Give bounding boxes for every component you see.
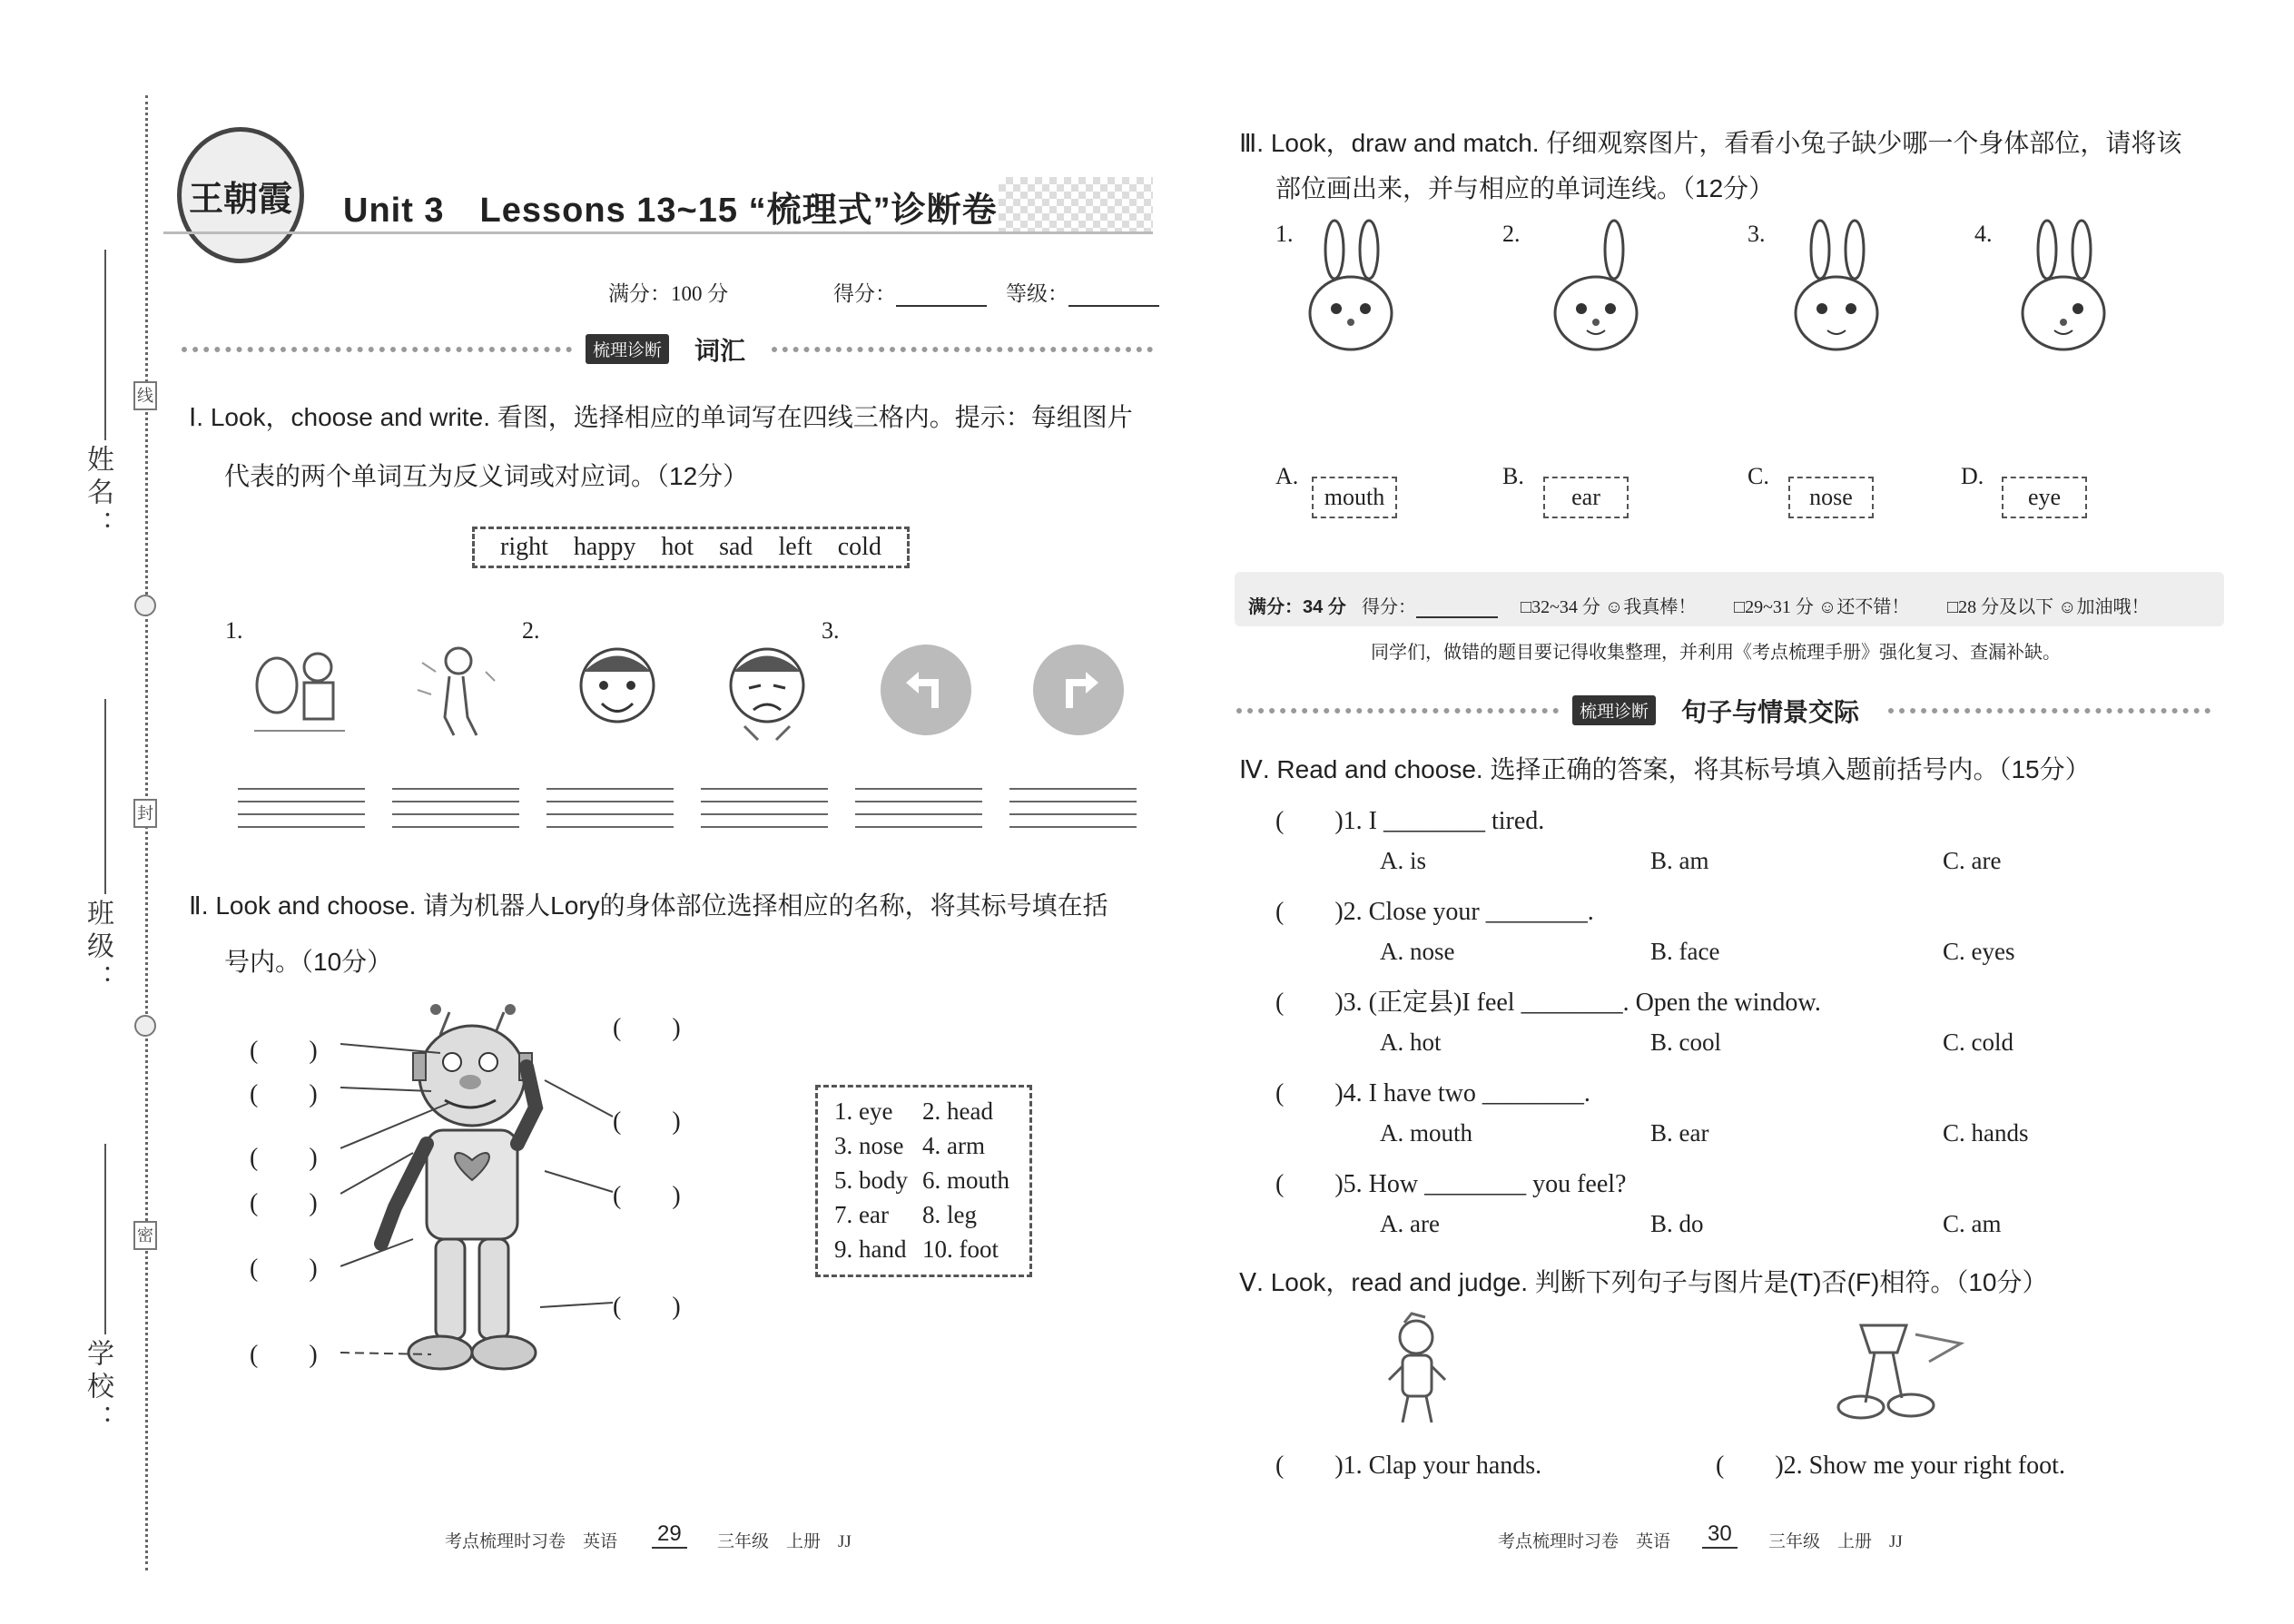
right-foot-picture [1825,1316,1979,1425]
q3-letter: D. [1961,463,1984,489]
q4-option: B. am [1650,847,1709,874]
brand-logo: 王朝霞 [177,127,304,263]
writing-lines[interactable] [238,788,365,839]
option: 4. arm [922,1132,985,1159]
footer-left-text: 考点梳理时习卷 英语 [445,1532,618,1551]
section-divider [1888,708,2210,714]
title-decoration [999,177,1153,231]
robot-pointer-lines [340,1026,631,1389]
full-score: 满分：100 分 [608,282,729,305]
q3-letter: C. [1748,463,1769,489]
section-divider [1236,708,1559,714]
q4-item-5[interactable]: ( )5. How ________ you feel? [1275,1170,1627,1198]
q3-letter: B. [1502,463,1524,489]
answer-paren[interactable]: ( ) [250,1255,318,1283]
section-divider [772,347,1153,352]
assessment-message: 还不错！ [1836,597,1910,617]
score-field[interactable] [833,277,987,307]
option: 8. leg [922,1201,977,1228]
score-label: 得分： [833,282,896,305]
q4-title: Ⅳ. Read and choose. 选择正确的答案，将其标号填入题前括号内。（15分） [1239,755,2091,783]
q1-group-number: 3. [822,617,840,644]
bind-box-mi: 密 [133,1221,157,1250]
q4-item-2[interactable]: ( )2. Close your ________. [1275,898,1594,926]
writing-lines[interactable] [855,788,982,839]
class-label: 班级： [83,899,113,997]
body-parts-options [815,1085,1032,1277]
q4-item-4[interactable]: ( )4. I have two ________. [1275,1079,1590,1107]
q4-option: C. am [1943,1210,2002,1237]
answer-paren[interactable]: ( ) [250,1037,318,1065]
word-cold: cold [837,533,881,561]
smile-icon: ☺ [1600,597,1624,617]
writing-lines[interactable] [701,788,828,839]
q5-item-2[interactable]: ( )2. Show me your right foot. [1716,1452,2065,1480]
school-label: 学校： [83,1339,113,1437]
option: 5. body [834,1166,908,1194]
q4-option: B. ear [1650,1119,1709,1147]
answer-paren[interactable]: ( ) [613,1182,681,1210]
grade-field[interactable] [1006,277,1159,307]
page-number: 29 [652,1521,687,1549]
q4-option: A. is [1380,847,1427,874]
name-label: 姓名： [83,445,113,543]
q3-number: 1. [1275,221,1294,247]
q3-letter: A. [1275,463,1299,489]
answer-paren[interactable]: ( ) [250,1080,318,1108]
q2-title: Ⅱ. Look and choose. 请为机器人Lory的身体部位选择相应的名称，将其标号填在括 [189,891,1108,920]
answer-paren[interactable]: ( ) [613,1107,681,1136]
option: 6. mouth [922,1166,1010,1194]
q2-title-line2: 号内。（10分） [224,948,393,976]
word-left: left [778,533,812,561]
name-write-line [104,250,106,440]
hot-boy-picture [245,635,354,744]
q1-word-bank [472,527,910,568]
q3-number: 2. [1502,221,1521,247]
assessment-option-1[interactable] [1521,592,1696,618]
bind-circle-icon [134,595,156,616]
assessment-range: □28 分及以下 [1947,597,2054,617]
q1-title-line2: 代表的两个单词互为反义词或对应词。（12分） [224,462,749,490]
sad-boy-picture [717,635,817,744]
word-tag-nose: nose [1788,477,1874,518]
word-tag-mouth: mouth [1312,477,1397,518]
footer-right-grade: 三年级 上册 JJ [1768,1532,1903,1551]
title-underline [163,231,1153,234]
answer-paren[interactable]: ( ) [250,1144,318,1172]
bind-box-xian: 线 [133,381,157,410]
q4-option: C. eyes [1943,938,2015,965]
assessment-range: □29~31 分 [1734,597,1814,617]
assessment-range: □32~34 分 [1521,597,1600,617]
q3-title-line2: 部位画出来，并与相应的单词连线。（12分） [1275,174,1775,202]
option: 10. foot [922,1235,999,1263]
q4-item-1[interactable]: ( )1. I ________ tired. [1275,807,1545,835]
q4-option: B. face [1650,938,1720,965]
footer-left-grade: 三年级 上册 JJ [717,1532,852,1551]
q3-title: Ⅲ. Look，draw and match. 仔细观察图片，看看小兔子缺少哪一个身体部位，请将该 [1239,129,2182,157]
q4-option: A. are [1380,1210,1440,1237]
answer-paren[interactable]: ( ) [250,1189,318,1217]
grade-blank[interactable] [1068,283,1159,307]
q4-option: B. do [1650,1210,1704,1237]
q3-number: 3. [1748,221,1766,247]
bind-box-feng: 封 [133,799,157,828]
cold-boy-picture [404,635,504,744]
writing-lines[interactable] [546,788,674,839]
answer-paren[interactable]: ( ) [613,1014,681,1042]
answer-paren[interactable]: ( ) [250,1341,318,1369]
option: 2. head [922,1097,993,1125]
q4-option: C. hands [1943,1119,2029,1147]
section-score-field[interactable] [1362,592,1498,618]
school-write-line [104,1144,106,1334]
q4-option: A. mouth [1380,1119,1473,1147]
q4-option: B. cool [1650,1029,1721,1056]
footer-right-text: 考点梳理时习卷 英语 [1498,1532,1671,1551]
q4-option: C. are [1943,847,2002,874]
q1-title: Ⅰ. Look，choose and write. 看图，选择相应的单词写在四线三格内。提示：每组图片 [189,403,1133,431]
section-title: 词汇 [694,337,746,365]
section-full-score: 满分：34 分 [1248,597,1346,617]
word-sad: sad [719,533,753,561]
happy-boy-picture [567,635,667,740]
rabbit-missing-nose [1784,218,1893,354]
section-badge: 梳理诊断 [1572,695,1656,725]
smile-icon: ☺ [2053,597,2077,617]
bind-circle-icon [134,1015,156,1037]
q1-group-number: 2. [522,617,540,644]
assessment-option-3[interactable] [1947,592,2150,618]
score-blank[interactable] [896,283,987,307]
word-hot: hot [661,533,694,561]
assessment-option-2[interactable] [1734,592,1909,618]
grade-label: 等级： [1006,282,1068,305]
option: 9. hand [834,1235,907,1263]
section-divider [182,347,572,352]
writing-lines[interactable] [392,788,519,839]
word-happy: happy [573,533,636,561]
rabbit-missing-mouth [1298,218,1407,354]
page-title: Unit 3 Lessons 13~15 “梳理式”诊断卷 [343,192,998,230]
binding-dotted-line [145,95,148,1570]
q5-item-1[interactable]: ( )1. Clap your hands. [1275,1452,1542,1480]
option: 7. ear [834,1201,889,1228]
assessment-message: 我真棒！ [1623,597,1697,617]
class-write-line [104,699,106,894]
section-score-label: 得分： [1362,597,1416,617]
clap-hands-picture [1375,1312,1462,1430]
q1-group-number: 1. [225,617,243,644]
writing-lines[interactable] [1009,788,1137,839]
word-right: right [500,533,548,561]
smile-icon: ☺ [1813,597,1837,617]
word-tag-ear: ear [1543,477,1629,518]
section-score-blank[interactable] [1416,598,1498,618]
page-number: 30 [1702,1521,1738,1549]
q4-option: A. hot [1380,1029,1442,1056]
answer-paren[interactable]: ( ) [613,1293,681,1321]
q3-number: 4. [1974,221,1993,247]
word-tag-eye: eye [2002,477,2087,518]
option: 3. nose [834,1132,904,1159]
review-note: 同学们，做错的题目要记得收集整理，并利用《考点梳理手册》强化复习、查漏补缺。 [1371,643,2061,663]
rabbit-missing-eye [2011,218,2120,354]
left-arrow-icon [881,645,971,735]
q4-option: A. nose [1380,938,1455,965]
q5-title: Ⅴ. Look，read and judge. 判断下列句子与图片是(T)否(F)相符。（10分） [1239,1268,2048,1296]
option: 1. eye [834,1097,893,1125]
section-badge: 梳理诊断 [586,334,669,364]
rabbit-missing-ear [1543,218,1652,354]
q4-option: C. cold [1943,1029,2013,1056]
assessment-message: 加油哦！ [2076,597,2150,617]
q4-item-3[interactable]: ( )3. (正定县)I feel ________. Open the window. [1275,989,1821,1017]
right-arrow-icon [1033,645,1124,735]
section-title: 句子与情景交际 [1681,698,1860,726]
